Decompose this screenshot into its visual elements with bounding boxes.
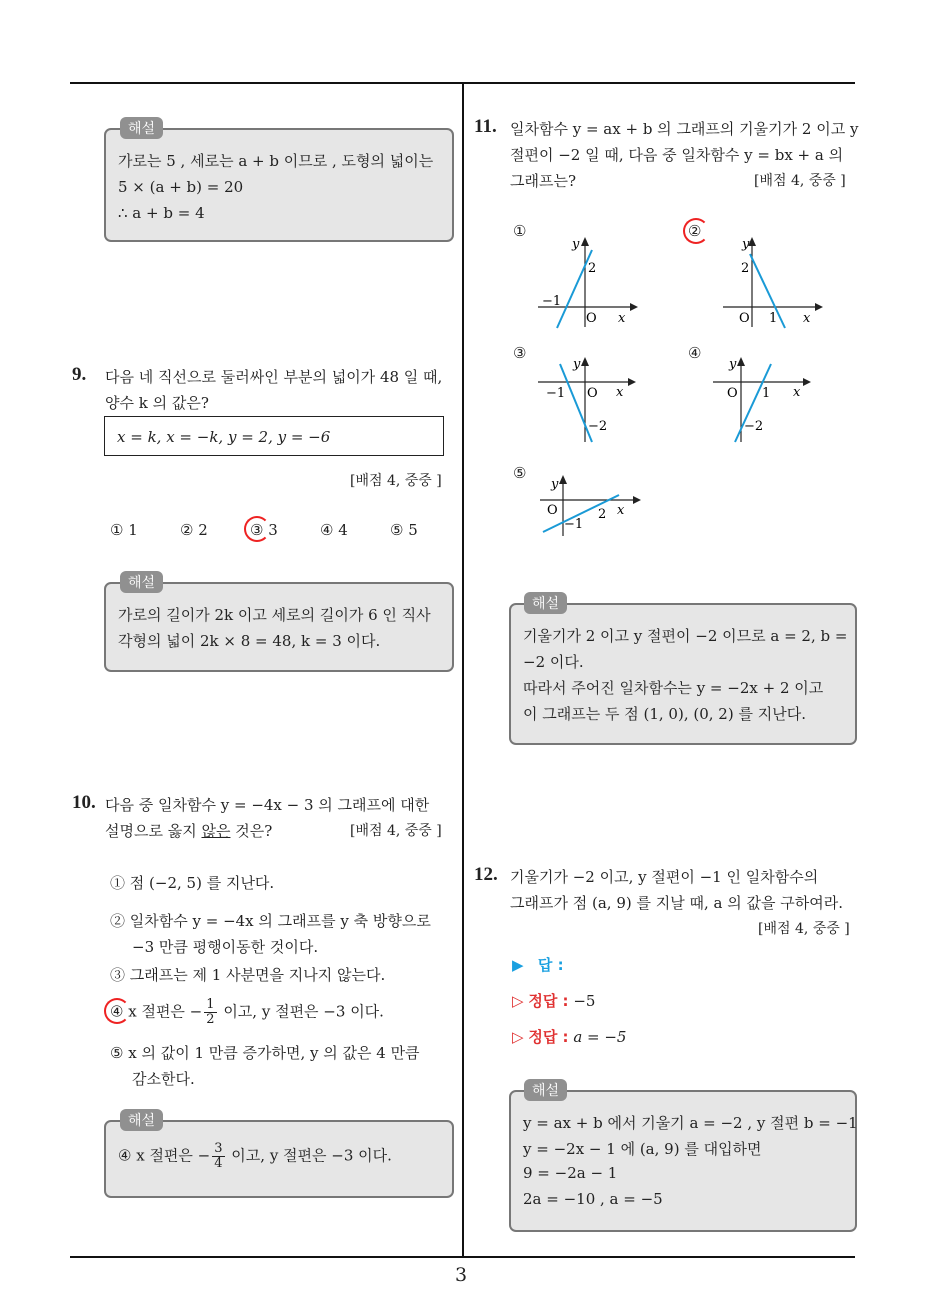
q9-text-line-1: 다음 네 직선으로 둘러싸인 부분의 넓이가 48 일 때,	[105, 368, 443, 386]
q12-text-line-2: 그래프가 점 (a, 9) 를 지날 때, a 의 값을 구하여라.	[510, 894, 843, 912]
q11-label-3[interactable]: ③	[513, 344, 527, 362]
q12-correct-2-arrow-icon: ▷	[512, 1028, 524, 1046]
g2-x-label: x	[803, 311, 811, 326]
q12-correct-1-arrow-icon: ▷	[512, 992, 524, 1010]
g1-a: 2	[588, 261, 597, 276]
q9-condition-box	[104, 416, 444, 456]
q12-sol-line-1: y = ax + b 에서 기울기 a = −2 , y 절편 b = −1	[523, 1114, 858, 1132]
g2-origin: O	[739, 311, 750, 326]
q9-sol-line-2: 각형의 넓이 2k × 8 = 48, k = 3 이다.	[118, 632, 381, 650]
g3-y-label: y	[573, 357, 581, 372]
q10-number: 10.	[72, 792, 96, 813]
g5-y-label: y	[551, 477, 559, 492]
g3-b: −2	[588, 419, 608, 434]
q12-correct-2-value: a = −5	[573, 1028, 627, 1046]
page-number: 3	[455, 1264, 468, 1286]
q12-answer-row[interactable]	[512, 952, 564, 978]
q12-solution-box	[509, 1090, 857, 1232]
q11-graph-3	[530, 352, 640, 452]
q10-text-line-1: 다음 중 일차함수 y = −4x − 3 의 그래프에 대한	[105, 796, 430, 814]
g2-a: 2	[741, 261, 750, 276]
g1-y-label: y	[572, 237, 580, 252]
q11-score: [배점 4, 중중 ]	[754, 173, 846, 189]
q11-sol-line-3: 따라서 주어진 일차함수는 y = −2x + 2 이고	[523, 679, 824, 697]
g1-b: −1	[542, 294, 562, 309]
q12-number: 12.	[474, 864, 498, 885]
g4-a: 1	[762, 386, 771, 401]
bottom-rule	[70, 1256, 855, 1258]
q9-choice-4[interactable]: ④ 4	[320, 521, 348, 539]
q8-sol-line-3: ∴ a + b = 4	[118, 204, 205, 222]
g5-b: −1	[564, 517, 584, 532]
q12-answer-label: 답 :	[537, 956, 564, 974]
column-divider	[462, 82, 464, 1258]
q12-sol-line-3: 9 = −2a − 1	[523, 1164, 618, 1182]
q11-label-2[interactable]: ②	[688, 222, 702, 240]
g3-origin: O	[587, 386, 598, 401]
q10-choice-4a: x 절편은 −	[123, 1002, 203, 1021]
q12-sol-line-4: 2a = −10 , a = −5	[523, 1190, 663, 1208]
q9-solution-box	[104, 582, 454, 672]
q10-sol-b: 이고, y 절편은 −3 이다.	[226, 1146, 392, 1165]
g2-b: 1	[769, 311, 778, 326]
q9-choice-5[interactable]: ⑤ 5	[390, 521, 418, 539]
q10-choice-4-mark: ④	[110, 1002, 124, 1021]
q10-choice-4-den: 2	[206, 1012, 215, 1027]
q11-graph-4	[705, 352, 815, 452]
q10-solution-tag: 해설	[120, 1109, 163, 1131]
q9-answer-mark	[244, 516, 270, 542]
q12-correct-1	[512, 988, 595, 1014]
q9-choice-1[interactable]: ① 1	[110, 521, 138, 539]
g5-x-label: x	[617, 503, 625, 518]
q9-choice-2[interactable]: ② 2	[180, 521, 208, 539]
q8-solution-box	[104, 128, 454, 242]
q10-score: [배점 4, 중중 ]	[350, 823, 442, 839]
q11-text-line-1: 일차함수 y = ax + b 의 그래프의 기울기가 2 이고 y	[510, 120, 859, 138]
g5-a: 2	[598, 507, 607, 522]
q12-text-line-1: 기울기가 −2 이고, y 절편이 −1 인 일차함수의	[510, 868, 819, 886]
q9-score: [배점 4, 중중 ]	[350, 473, 442, 489]
g4-x-label: x	[793, 385, 801, 400]
q10-choice-1[interactable]: ① 점 (−2, 5) 를 지난다.	[110, 874, 275, 892]
q8-sol-line-1: 가로는 5 , 세로는 a + b 이므로 , 도형의 넓이는	[118, 152, 434, 170]
q12-sol-line-2: y = −2x − 1 에 (a, 9) 를 대입하면	[523, 1140, 762, 1158]
g2-y-label: y	[742, 237, 750, 252]
q11-label-4[interactable]: ④	[688, 344, 702, 362]
q10-sol-line	[118, 1142, 392, 1171]
g1-x-label: x	[618, 311, 626, 326]
g4-origin: O	[727, 386, 738, 401]
q10-choice-2b: −3 만큼 평행이동한 것이다.	[132, 938, 319, 956]
q10-text-2u: 않은	[201, 822, 231, 840]
q11-sol-line-1: 기울기가 2 이고 y 절편이 −2 이므로 a = 2, b =	[523, 627, 848, 645]
q10-choice-4-num: 1	[206, 997, 215, 1012]
q12-correct-2-label: 정답 :	[528, 1028, 569, 1046]
q11-answer-mark	[683, 218, 709, 244]
q10-choice-4[interactable]	[110, 998, 384, 1027]
q11-number: 11.	[474, 116, 497, 137]
q9-solution-tag: 해설	[120, 571, 163, 593]
q10-sol-a: ④ x 절편은 −	[118, 1146, 211, 1165]
q12-score: [배점 4, 중중 ]	[758, 921, 850, 937]
q10-text-line-2	[105, 818, 272, 844]
g4-y-label: y	[729, 357, 737, 372]
q11-label-5[interactable]: ⑤	[513, 464, 527, 482]
q8-solution-tag: 해설	[120, 117, 163, 139]
g5-origin: O	[547, 503, 558, 518]
q9-text-line-2: 양수 k 의 값은?	[105, 394, 209, 412]
q11-sol-line-2: −2 이다.	[523, 653, 584, 671]
q9-number: 9.	[72, 364, 87, 385]
q12-correct-1-label: 정답 :	[528, 992, 569, 1010]
q11-solution-box	[509, 603, 857, 745]
q12-correct-2	[512, 1024, 626, 1050]
q9-choice-3[interactable]: ③ 3	[250, 521, 278, 539]
g3-x-label: x	[616, 385, 624, 400]
q11-graph-5	[535, 470, 645, 545]
q11-graph-2	[715, 232, 825, 332]
q10-text-2a: 설명으로 옳지	[105, 822, 202, 840]
q9-sol-line-1: 가로의 길이가 2k 이고 세로의 길이가 6 인 직사	[118, 606, 431, 624]
q10-sol-den: 4	[214, 1156, 223, 1171]
q8-sol-line-2: 5 × (a + b) = 20	[118, 178, 244, 196]
q10-choice-5b: 감소한다.	[132, 1070, 195, 1088]
q11-graph-1	[530, 232, 640, 332]
g4-b: −2	[744, 419, 764, 434]
q11-label-1[interactable]: ①	[513, 222, 527, 240]
q11-text-line-2: 절편이 −2 일 때, 다음 중 일차함수 y = bx + a 의	[510, 146, 844, 164]
q10-answer-mark	[104, 998, 130, 1024]
q11-sol-line-4: 이 그래프는 두 점 (1, 0), (0, 2) 를 지난다.	[523, 705, 806, 723]
q10-sol-num: 3	[214, 1141, 223, 1156]
q10-choice-3[interactable]: ③ 그래프는 제 1 사분면을 지나지 않는다.	[110, 966, 386, 984]
q12-answer-arrow-icon: ▶	[512, 956, 524, 974]
q10-text-2b: 것은?	[230, 822, 273, 840]
q12-correct-1-value: −5	[573, 992, 596, 1010]
q10-choice-4b: 이고, y 절편은 −3 이다.	[218, 1002, 384, 1021]
q10-choice-5a[interactable]: ⑤ x 의 값이 1 만큼 증가하면, y 의 값은 4 만큼	[110, 1044, 420, 1062]
q10-sol-fraction	[212, 1142, 224, 1171]
q9-condition-text: x = k, x = −k, y = 2, y = −6	[117, 428, 331, 446]
q11-text-line-3: 그래프는?	[510, 172, 577, 190]
g1-origin: O	[586, 311, 597, 326]
q12-solution-tag: 해설	[524, 1079, 567, 1101]
q10-solution-box	[104, 1120, 454, 1198]
q11-solution-tag: 해설	[524, 592, 567, 614]
g3-a: −1	[546, 386, 566, 401]
q10-choice-2a[interactable]: ② 일차함수 y = −4x 의 그래프를 y 축 방향으로	[110, 912, 431, 930]
q10-choice-4-fraction	[204, 998, 216, 1027]
